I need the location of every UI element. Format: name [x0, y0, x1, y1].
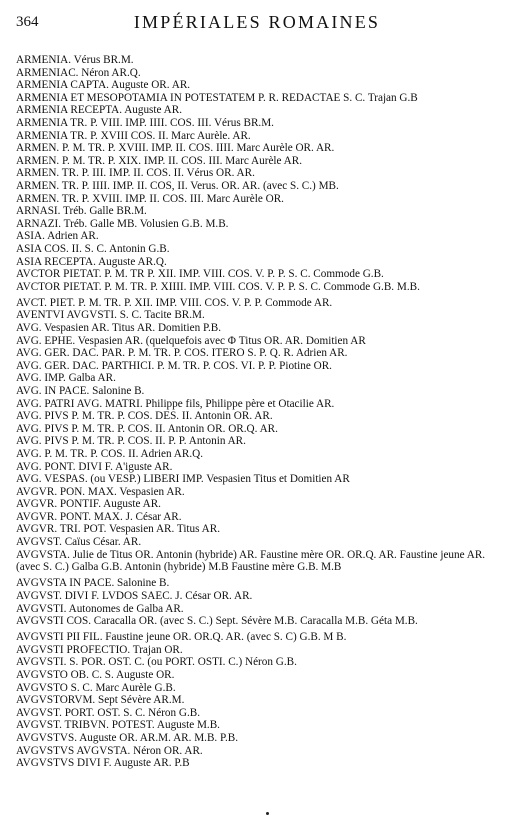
entry-line: ARMENIA. Vérus BR.M. — [16, 54, 134, 66]
entry-line: AVG. P. M. TR. P. COS. II. Adrien AR.Q. — [16, 447, 204, 460]
entry-line: AVGVSTA IN PACE. Salonine B. — [16, 577, 170, 590]
entry-line: AVGVST. TRIBVN. POTEST. Auguste M.B. — [16, 719, 220, 732]
entry-line: AVG. Vespasien AR. Titus AR. Domitien P.B. — [16, 321, 222, 334]
entry-line: AVCTOR PIETAT. P. M. TR. P. XIIII. IMP. VIII. COS. V. P. P. S. C. Commode G.B. M.B. — [16, 280, 420, 293]
entry-line: AVGVSTI. Autonomes de Galba AR. — [16, 602, 184, 615]
entry-line: AVGVST. Caïus César. AR. — [16, 536, 142, 549]
entry-line: ARMENIA TR. P. VIII. IMP. IIII. COS. III. Vérus BR.M. — [16, 116, 274, 129]
entry-line: ARMENIA CAPTA. Auguste OR. AR. — [16, 79, 191, 92]
entry-line: ASIA RECEPTA. Auguste AR.Q. — [16, 255, 167, 268]
entry-line: AVGVST. DIVI F. LVDOS SAEC. J. César OR. AR. — [16, 589, 253, 602]
entry-line: ARMEN. P. M. TR. P. XVIII. IMP. II. COS. IIII. Marc Aurèle OR. AR. — [16, 142, 335, 155]
entry-line: AVGVST. PORT. OST. S. C. Néron G.B. — [16, 706, 201, 719]
page-header — [16, 6, 498, 32]
entry-line: AVGVSTI PROFECTIO. Trajan OR. — [16, 643, 183, 656]
footer-mark — [266, 812, 269, 815]
running-title: IMPÉRIALES ROMAINES — [133, 12, 381, 32]
entry-line: AVCTOR PIETAT. P. M. TR P. XII. IMP. VIII. COS. V. P. P. S. C. Commode G.B. — [16, 268, 384, 281]
entry-line: AVCT. PIET. P. M. TR. P. XII. IMP. VIII. COS. V. P. P. Commode AR. — [16, 296, 333, 309]
entry-line: AVG. PATRI AVG. MATRI. Philippe fils, Philippe père et Otacilie AR. — [16, 397, 335, 410]
entry-line: AVG. GER. DAC. PAR. P. M. TR. P. COS. ITERO S. P. Q. R. Adrien AR. — [16, 347, 348, 360]
entry-line: AVG. IMP. Galba AR. — [16, 372, 116, 385]
entry-line: ARMEN. P. M. TR. P. XIX. IMP. II. COS. III. Marc Aurèle AR. — [16, 154, 303, 167]
page-number: 364 — [16, 14, 39, 30]
entry-line: ARMEN. TR. P. XVIII. IMP. II. COS. III. Marc Aurèle OR. — [16, 192, 284, 205]
entry-line: AVG. PIVS P. M. TR. P. COS. II. Antonin OR. OR.Q. AR. — [16, 422, 278, 435]
entry-line: AVENTVI AVGVSTI. S. C. Tacite BR.M. — [16, 309, 205, 322]
entry-line: AVGVSTORVM. Sept Sévère AR.M. — [16, 694, 185, 707]
entry-line: AVG. GER. DAC. PARTHICI. P. M. TR. P. COS. VI. P. P. Piotine OR. — [16, 359, 332, 372]
entry-line: ARMEN. TR. P. III. IMP. II. COS. II. Vérus OR. AR. — [16, 167, 255, 180]
entry-line: ARMENIA TR. P. XVIII COS. II. Marc Aurèle. AR. — [16, 129, 251, 142]
entry-line: ARMENIA RECEPTA. Auguste AR. — [16, 104, 182, 117]
entry-line: AVGVSTVS. Auguste OR. AR.M. AR. M.B. P.B. — [16, 731, 239, 744]
entry-line: AVG. IN PACE. Salonine B. — [16, 384, 145, 397]
entry-line: ARNASI. Tréb. Galle BR.M. — [16, 205, 147, 218]
entry-line: AVG. PIVS P. M. TR. P. COS. II. P. P. Antonin AR. — [16, 435, 246, 448]
entry-line: AVGVR. PONTIF. Auguste AR. — [16, 498, 161, 511]
entry-line: AVGVSTI PII FIL. Faustine jeune OR. OR.Q. AR. (avec S. C) G.B. M B. — [16, 631, 347, 644]
entry-line: AVGVSTVS DIVI F. Auguste AR. P.B — [16, 757, 190, 770]
entry-line: AVGVR. PONT. MAX. J. César AR. — [16, 510, 182, 523]
entry-line: ARMEN. TR. P. IIII. IMP. II. COS, II. Verus. OR. AR. (avec S. C.) MB. — [16, 179, 339, 192]
entry-line: AVGVSTO S. C. Marc Aurèle G.B. — [16, 681, 176, 694]
entry-line: AVGVSTVS AVGVSTA. Néron OR. AR. — [16, 744, 203, 757]
entry-line: ASIA COS. II. S. C. Antonin G.B. — [16, 242, 170, 255]
entry-line: ARNAZI. Tréb. Galle MB. Volusien G.B. M.B. — [16, 217, 229, 230]
entry-line: AVG. VESPAS. (ou VESP.) LIBERI IMP. Vespasien Titus et Domitien AR — [16, 473, 350, 486]
entry-line: AVGVSTI COS. Caracalla OR. (avec S. C.) Sept. Sévère M.B. Caracalla M.B. Géta M.B. — [16, 615, 418, 628]
entry-line: AVGVSTO OB. C. S. Auguste OR. — [16, 669, 175, 681]
entry-line: AVG. EPHE. Vespasien AR. (quelquefois avec Φ Titus OR. AR. Domitien AR — [16, 334, 366, 347]
entry-line: ASIA. Adrien AR. — [16, 230, 99, 243]
entry-line: ARMENIA ET MESOPOTAMIA IN POTESTATEM P. R. REDACTAE S. C. Trajan G.B — [16, 91, 418, 104]
entry-line: ARMENIAC. Néron AR.Q. — [16, 66, 141, 79]
entry-line: AVGVSTA. Julie de Titus OR. Antonin (hybride) AR. Faustine mère OR. OR.Q. AR. Faustine jeune AR. (avec S. C.) Galba G.B. Antonin (hybride) M.B Faustine mère G.B. M.B — [16, 548, 486, 574]
entry-line: AVGVSTI. S. POR. OST. C. (ou PORT. OSTI. C.) Néron G.B. — [16, 656, 297, 669]
entry-line: AVGVR. PON. MAX. Vespasien AR. — [16, 485, 185, 498]
entry-line: AVG. PONT. DIVI F. A'iguste AR. — [16, 460, 173, 473]
entry-line: AVG. PIVS P. M. TR. P. COS. DES. II. Antonin OR. AR. — [16, 410, 273, 423]
entry-line: AVGVR. TRI. POT. Vespasien AR. Titus AR. — [16, 523, 221, 536]
entry-list — [16, 54, 496, 770]
